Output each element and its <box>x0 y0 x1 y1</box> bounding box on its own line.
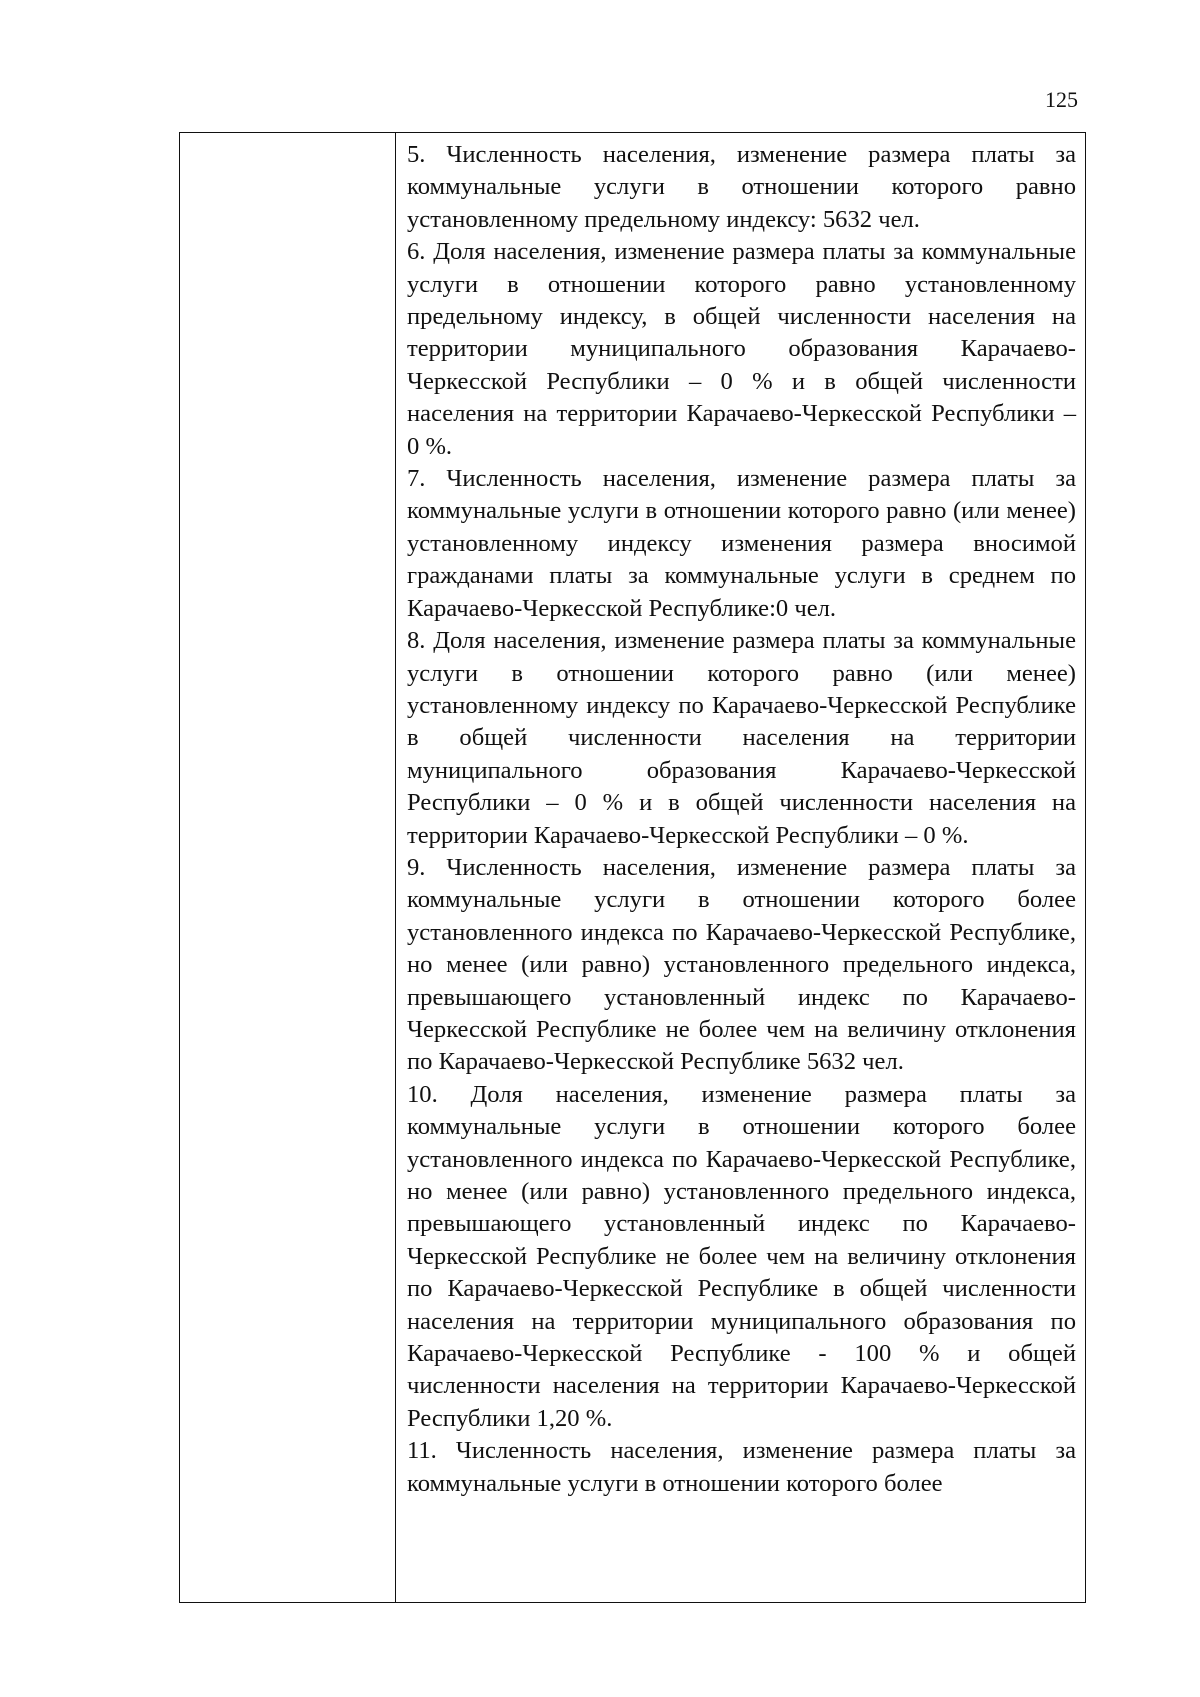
paragraph-item-9: 9. Численность населения, изменение размера платы за коммунальные услуги в отношении которого более установленного индекса по Карачаево-Черкесской Республике, но менее (или равно) установленного предельного индекса, превышающего установленный индекс по Карачаево-Черкесской Республике не более чем на величину отклонения по Карачаево-Черкесской Республике 5632 чел. <box>407 853 1076 1076</box>
paragraph-item-11: 11. Численность населения, изменение размера платы за коммунальные услуги в отношении которого более <box>407 1437 1076 1497</box>
paragraph-item-5: 5. Численность населения, изменение размера платы за коммунальные услуги в отношении которого равно установленному предельному индексу: 5632 чел. <box>407 141 1076 233</box>
paragraph-item-8: 8. Доля населения, изменение размера платы за коммунальные услуги в отношении которого равно (или менее) установленному индексу по Карачаево-Черкесской Республике в общей численности населения на территории муниципального образования Карачаево-Черкесской Республики – 0 % и в общей численности населения на территории Карачаево-Черкесской Республики – 0 %. <box>407 627 1076 849</box>
page-number: 125 <box>1045 87 1078 112</box>
table-left-cell <box>180 133 396 1602</box>
document-table <box>179 132 1086 1603</box>
paragraph-item-6: 6. Доля населения, изменение размера платы за коммунальные услуги в отношении которого равно установленному предельному индексу, в общей численности населения на территории муниципального образования Карачаево-Черкесской Республики – 0 % и в общей численности населения на территории Карачаево-Черкесской Республики – 0 %. <box>407 238 1076 460</box>
table-right-cell <box>396 133 1085 1602</box>
paragraph-item-10: 10. Доля населения, изменение размера платы за коммунальные услуги в отношении которого более установленного индекса по Карачаево-Черкесской Республике, но менее (или равно) установленного предельного индекса, превышающего установленный индекс по Карачаево-Черкесской Республике не более чем на величину отклонения по Карачаево-Черкесской Республике в общей численности населения на территории муниципального образования по Карачаево-Черкесской Республике - 100 % и общей численности населения на территории Карачаево-Черкесской Республики 1,20 %. <box>407 1080 1076 1432</box>
paragraph-item-7: 7. Численность населения, изменение размера платы за коммунальные услуги в отношении которого равно (или менее) установленному индексу изменения размера вносимой гражданами платы за коммунальные услуги в среднем по Карачаево-Черкесской Республике:0 чел. <box>407 465 1076 622</box>
